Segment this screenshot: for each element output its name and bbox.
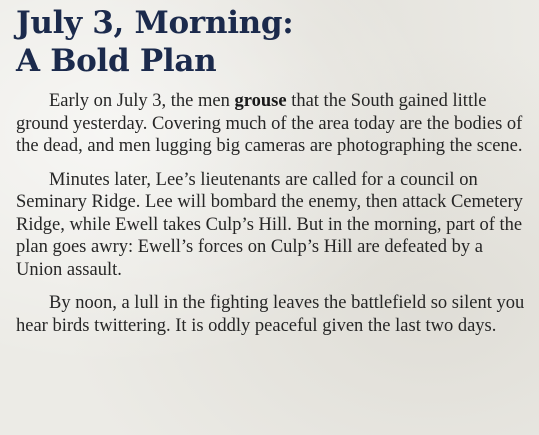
article-body [16,90,527,337]
page-title-line-2: A Bold Plan [16,43,217,79]
paragraph-1 [16,90,527,158]
page-title [16,4,527,80]
paragraph-1-rest: that the South gained little ground yesterday. Covering much of the area today are the bodies of the dead, and men lugging big cameras are photographing the scene. [16,91,523,156]
paragraph-3: By noon, a lull in the fighting leaves the battlefield so silent you hear birds twittering. It is oddly peaceful given the last two days. [16,293,525,336]
paragraph-2: Minutes later, Lee’s lieutenants are called for a council on Seminary Ridge. Lee will bombard the enemy, then attack Cemetery Ridge, while Ewell takes Culp’s Hill. But in the morning, part of the plan goes awry: Ewell’s forces on Culp’s Hill are defeated by a Union assault. [16,169,523,280]
paragraph-1-lead: Early on July 3, the men [49,91,235,111]
page-title-line-1: July 3, Morning: [16,5,294,41]
vocabulary-term: grouse [234,91,287,111]
